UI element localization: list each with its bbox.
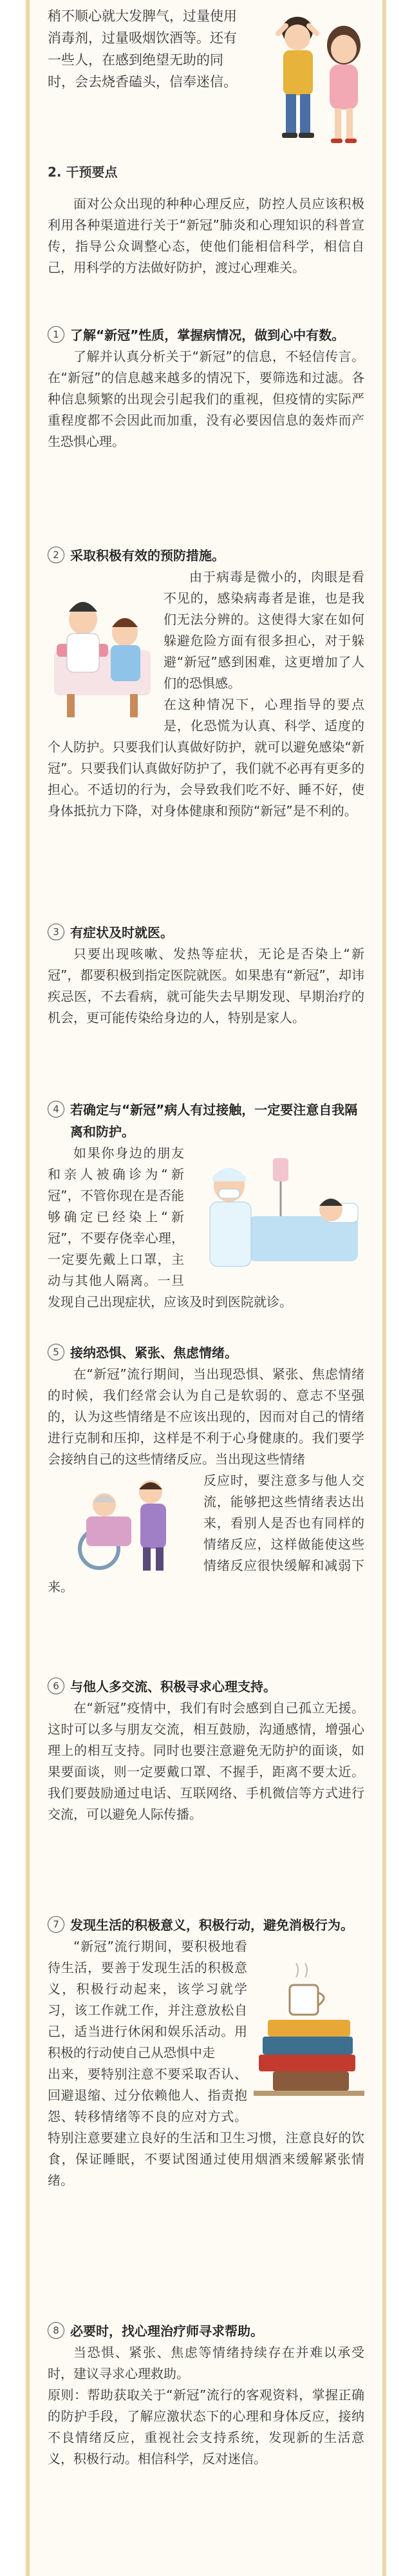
section-lead: 面对公众出现的种种心理反应，防控人员应该积极利用各种渠道进行关于“新冠”肺炎和心理知识的科普宣传，指导公众调整心态，使他们能相信科学，相信自己，用科学的方法做好防护，渡过心理难关。: [48, 196, 364, 275]
item-text: “新冠”流行期间，要积极地看待生活，要善于发现生活的积极意义，积极行动起来，该学习就学习，该工作就工作，并注意放松自己，适当进行休闲和娱乐活动。用积极的行动使自己从恐惧中走: [48, 1939, 247, 2060]
item-text-continued: 出来，要特别注意不要采取否认、回避退缩、过分依赖他人、指责抱怨、转移情绪等不良的应对方式。特别注意要建立良好的生活和卫生习惯，注意良好的饮食，保证睡眠，不要试图通过使用烟酒来缓解紧张情绪。: [48, 2066, 364, 2188]
list-item-5: [48, 1342, 364, 1598]
item-number: 7: [48, 1916, 64, 1933]
item-number: 6: [48, 1678, 64, 1694]
item-text-continued: 在这种情况下，心理指导的要点是，化恐慌为认真、科学、适度的个人防护。只要我们认真做好防护，就可以避免感染“新冠”。只要我们认真做好防护了，我们就不必再有更多的担心。不适切的行为，会导致我们吃不好、睡不好，使身体抵抗力下降，对身体健康和预防“新冠”是不利的。: [48, 697, 364, 818]
item-text: 当恐惧、紧张、焦虑等情绪持续存在并难以承受时，建议寻求心理救助。: [48, 2345, 364, 2381]
books-tea-illustration: [254, 1958, 364, 2118]
item-title: 采取积极有效的预防措施。: [70, 548, 225, 563]
list-item-7: [48, 1914, 364, 2191]
article-page: [26, 0, 386, 2576]
item-title: 接纳恐惧、紧张、焦虑情绪。: [70, 1345, 238, 1361]
item-text: 了解并认真分析关于“新冠”的信息，不轻信传言。在“新冠”的信息越来越多的情况下，要筛选和过滤。各种信息频繁的出现会引起我们的重视，但疫情的实际严重程度都不会因此而加重，没有必要因信息的轰炸而产生恐惧心理。: [48, 349, 364, 449]
item-number: 1: [48, 326, 64, 343]
list-item-1: [48, 324, 364, 452]
stressed-couple-illustration: [252, 0, 375, 151]
list-item-8: [48, 2320, 364, 2470]
item-title: 必要时，找心理治疗师寻求帮助。: [70, 2323, 263, 2339]
intro-paragraph: 稍不顺心就大发脾气，过量使用消毒剂，过量吸烟饮酒等。还有一些人，在感到绝望无助的同时，会去烧香磕头，信奉迷信。: [48, 8, 237, 90]
item-number: 4: [48, 1101, 64, 1118]
item-text: 只要出现咳嗽、发热等症状，无论是否染上“新冠”，都要积极到指定医院就医。如果患有“新冠”，却讳疾忌医，不去看病，就可能失去早期发现、早期治疗的机会，更可能传染给身边的人，特别是家人。: [48, 946, 364, 1025]
item-title: 发现生活的积极意义，积极行动，避免消极行为。: [70, 1917, 353, 1933]
item-text: 由于病毒是微小的，肉眼是看不见的，感染病毒者是谁，也是我们无法分辨的。这使得大家在如何躲避危险方面有很多担心，对于躲避“新冠”感到困难，这更增加了人们的恐惧感。: [164, 569, 364, 691]
list-item-2: [48, 545, 364, 822]
list-item-4: [48, 1099, 364, 1313]
item-number: 8: [48, 2322, 64, 2339]
wheelchair-caregiver-illustration: [48, 1470, 197, 1573]
item-title: 若确定与“新冠”病人有过接触，一定要注意自我隔离和防护。: [70, 1102, 358, 1139]
item-text-continued: 原则：帮助获取关于“新冠”流行的客观资料，掌握正确的防护手段，了解应激状态下的心理和身体反应，接纳不良情绪反应，重视社会支持系统，发现新的生活意义，积极行动。相信科学，反对迷信。: [48, 2387, 364, 2466]
item-title: 有症状及时就医。: [70, 925, 173, 940]
item-number: 3: [48, 924, 64, 940]
item-text: 如果你身边的朋友和亲人被确诊为“新冠”，不管你现在是否能够确定已经染上“新冠”，不要存侥幸心理，一定要先戴上口罩，主动与其他人隔离。一旦发现自己出现症状，应该及时到医院就诊。: [48, 1145, 292, 1310]
section-title: 2. 干预要点: [48, 164, 118, 180]
list-item-3: [48, 922, 364, 1029]
isolation-ward-illustration: [191, 1145, 364, 1275]
article-content: [48, 0, 364, 2576]
item-text: 在“新冠”疫情中，我们有时会感到自己孤立无援。这时可以多与朋友交流，相互鼓励，沟通感情，增强心理上的相互支持。同时也要注意避免无防护的面谈，如果要面谈，则一定要戴口罩、不握手，距离不要太近。我们要鼓励通过电话、互联网络、手机微信等方式进行交流，可以避免人际传播。: [48, 1700, 364, 1822]
item-title: 了解“新冠”性质，掌握病情况，做到心中有数。: [70, 327, 345, 343]
item-text: 在“新冠”流行期间，当出现恐惧、紧张、焦虑情绪的时候，我们经常会认为自己是软弱的、意志不坚强的，认为这些情绪是不应该出现的，因而对自己的情绪进行克制和压抑，这样是不利于心身健康的。我们要学会接纳自己的这些情绪反应。当出现这些情绪: [48, 1366, 364, 1467]
list-item-6: [48, 1676, 364, 1825]
item-number: 2: [48, 547, 64, 563]
item-number: 5: [48, 1344, 64, 1361]
doctor-patient-illustration: [48, 573, 157, 722]
item-text-continued: 反应时，要注意多与他人交流，能够把这些情绪表达出来，看别人是否也有同样的情绪反应，这样做能使这些情绪反应很快缓解和减弱下来。: [48, 1473, 364, 1594]
item-title: 与他人多交流、积极寻求心理支持。: [70, 1679, 276, 1694]
